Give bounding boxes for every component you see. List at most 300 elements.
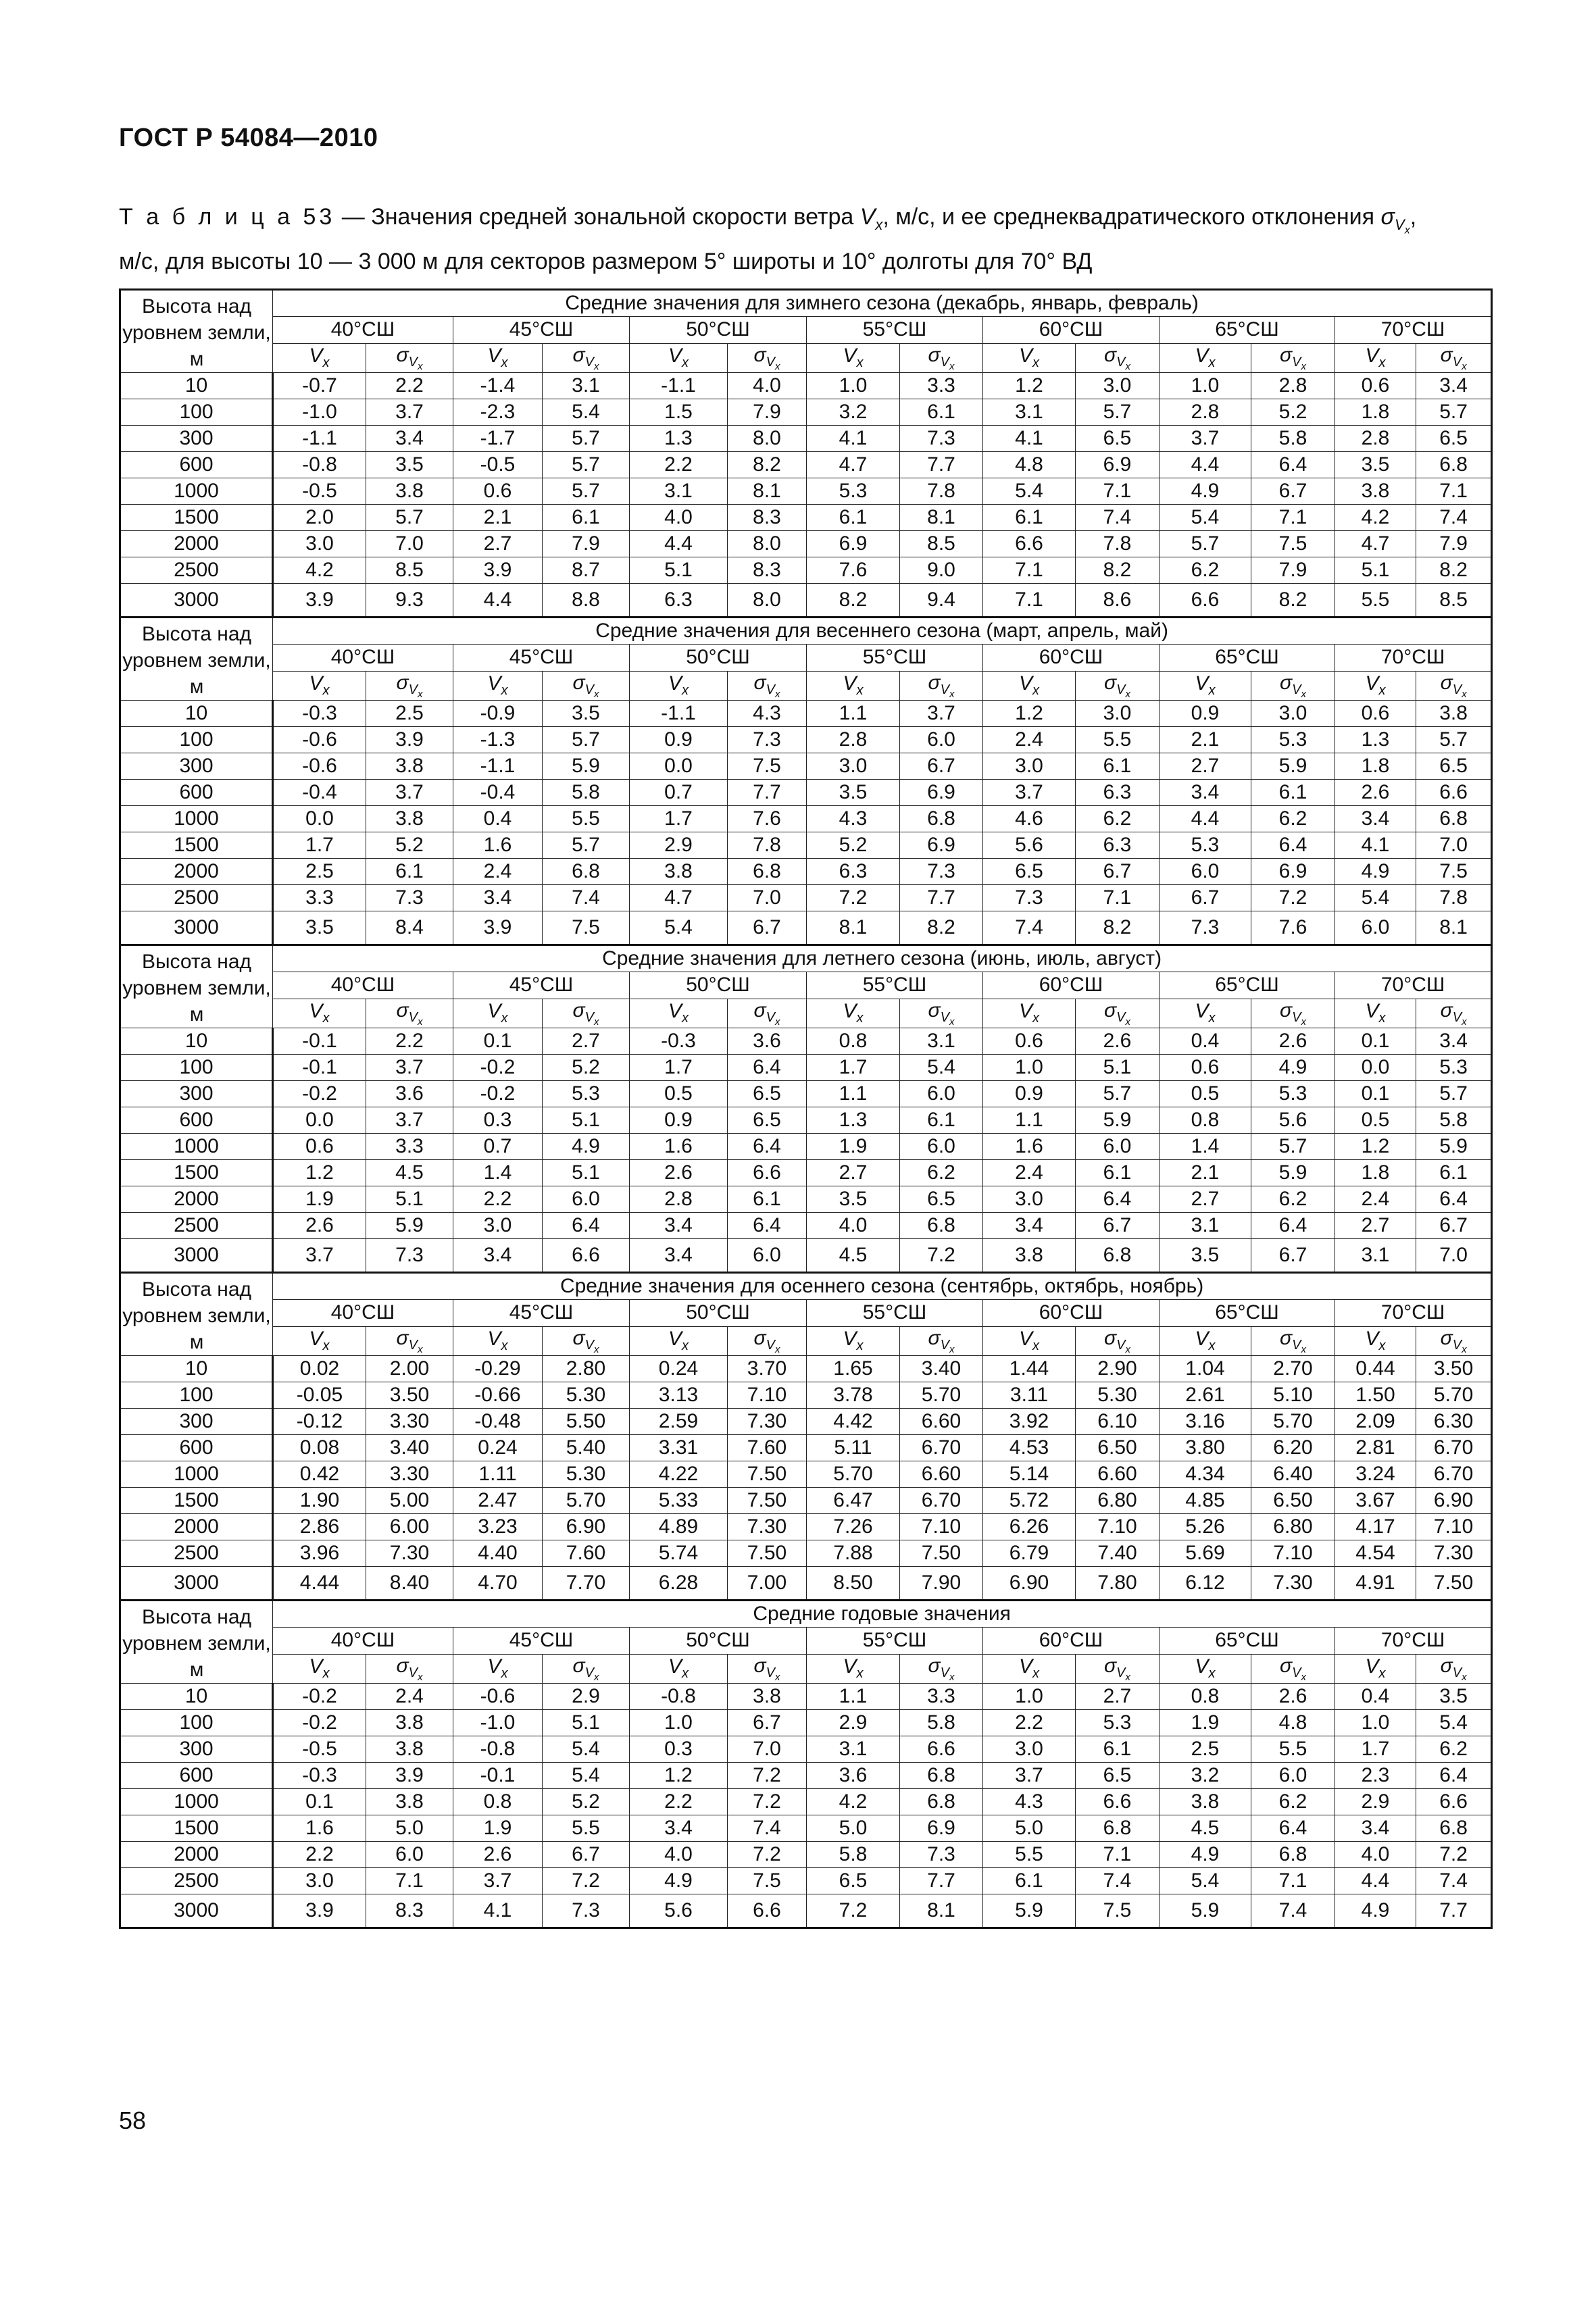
sigma-value-cell: 3.5	[543, 701, 630, 727]
sigma-value-cell: 2.6	[1251, 1684, 1335, 1710]
sigma-value-cell: 6.8	[1416, 806, 1492, 832]
table-row	[120, 1488, 1492, 1514]
sigma-header: $\sigma_{V_x}$	[900, 1326, 983, 1355]
vx-header: $V_x$	[807, 1326, 900, 1355]
sigma-value-cell: 5.8	[900, 1710, 983, 1736]
latitude-header: 60°СШ	[983, 1628, 1159, 1654]
sigma-value-cell: 2.80	[543, 1356, 630, 1382]
vx-value-cell: -1.1	[630, 701, 728, 727]
sigma-value-cell: 7.4	[543, 885, 630, 911]
sigma-value-cell: 8.4	[366, 911, 453, 945]
height-cell: 1500	[120, 1488, 273, 1514]
vx-value-cell: 2.8	[630, 1186, 728, 1213]
sigma-value-cell: 6.60	[1076, 1461, 1159, 1488]
height-cell: 300	[120, 1736, 273, 1763]
sigma-value-cell: 6.7	[1076, 859, 1159, 885]
vx-value-cell: -0.6	[453, 1684, 543, 1710]
height-cell: 2500	[120, 1213, 273, 1239]
sigma-value-cell: 5.50	[543, 1409, 630, 1435]
vx-value-cell: 7.26	[807, 1514, 900, 1540]
vx-value-cell: 4.54	[1335, 1540, 1416, 1567]
sigma-value-cell: 5.40	[543, 1435, 630, 1461]
height-cell: 100	[120, 727, 273, 753]
table-row	[120, 859, 1492, 885]
latitude-header: 45°СШ	[453, 317, 630, 343]
sigma-value-cell: 7.70	[543, 1567, 630, 1601]
sigma-value-cell: 3.0	[1251, 701, 1335, 727]
latitude-header: 50°СШ	[630, 972, 807, 999]
sigma-value-cell: 7.4	[728, 1815, 807, 1842]
caption-label: Т а б л и ц а 53	[119, 204, 336, 230]
sigma-value-cell: 6.9	[900, 832, 983, 859]
sigma-value-cell: 8.3	[366, 1894, 453, 1928]
sigma-value-cell: 7.1	[1251, 505, 1335, 531]
vx-value-cell: 1.11	[453, 1461, 543, 1488]
vx-value-cell: 1.6	[273, 1815, 366, 1842]
vx-value-cell: 3.1	[1159, 1213, 1251, 1239]
sigma-value-cell: 5.6	[1251, 1107, 1335, 1134]
sigma-value-cell: 6.50	[1251, 1488, 1335, 1514]
sigma-value-cell: 3.7	[900, 701, 983, 727]
sigma-header: $\sigma_{V_x}$	[1251, 671, 1335, 700]
table-row	[120, 1736, 1492, 1763]
sigma-value-cell: 7.9	[1416, 531, 1492, 557]
vx-value-cell: -1.1	[453, 753, 543, 780]
sigma-value-cell: 7.8	[1076, 531, 1159, 557]
latitude-header: 50°СШ	[630, 1628, 807, 1654]
sigma-value-cell: 3.8	[366, 753, 453, 780]
sigma-value-cell: 6.1	[1076, 1736, 1159, 1763]
sigma-value-cell: 5.0	[366, 1815, 453, 1842]
vx-value-cell: 6.6	[983, 531, 1076, 557]
sigma-value-cell: 6.8	[900, 1213, 983, 1239]
vx-value-cell: -1.7	[453, 426, 543, 452]
vx-value-cell: 3.5	[807, 1186, 900, 1213]
height-cell: 2000	[120, 1186, 273, 1213]
sigma-value-cell: 6.1	[900, 1107, 983, 1134]
sigma-value-cell: 8.2	[728, 452, 807, 478]
table-row	[120, 1789, 1492, 1815]
caption-text-part2: , м/с, и ее среднеквадратического отклонения	[882, 204, 1381, 230]
sigma-value-cell: 6.6	[1416, 780, 1492, 806]
vx-value-cell: 2.8	[1335, 426, 1416, 452]
sigma-value-cell: 6.5	[1076, 1763, 1159, 1789]
vx-header: $V_x$	[1159, 999, 1251, 1028]
sigma-value-cell: 7.1	[1076, 885, 1159, 911]
vx-value-cell: 1.3	[630, 426, 728, 452]
sigma-value-cell: 5.1	[543, 1160, 630, 1186]
vx-value-cell: 1.0	[983, 1055, 1076, 1081]
latitude-header: 40°СШ	[273, 645, 453, 671]
vx-value-cell: 2.6	[1335, 780, 1416, 806]
sigma-value-cell: 2.6	[1076, 1028, 1159, 1055]
vx-header: $V_x$	[273, 1654, 366, 1683]
sigma-value-cell: 7.1	[1416, 478, 1492, 505]
vx-value-cell: 3.0	[983, 1186, 1076, 1213]
table-row	[120, 1409, 1492, 1435]
vx-header: $V_x$	[807, 999, 900, 1028]
sigma-header: $\sigma_{V_x}$	[1251, 1326, 1335, 1355]
sigma-value-cell: 5.5	[1251, 1736, 1335, 1763]
sigma-value-cell: 6.2	[900, 1160, 983, 1186]
vx-value-cell: 6.2	[1159, 557, 1251, 584]
vx-value-cell: 1.7	[630, 806, 728, 832]
sigma-header: $\sigma_{V_x}$	[543, 1326, 630, 1355]
table-row	[120, 1055, 1492, 1081]
latitude-header-row	[120, 645, 1492, 671]
height-cell: 1000	[120, 1134, 273, 1160]
vx-header: $V_x$	[1335, 343, 1416, 372]
sigma-value-cell: 5.7	[1251, 1134, 1335, 1160]
vx-value-cell: 2.6	[453, 1842, 543, 1868]
sigma-value-cell: 8.2	[1251, 584, 1335, 618]
vx-value-cell: -1.1	[630, 373, 728, 399]
table-row	[120, 832, 1492, 859]
vx-value-cell: 1.6	[630, 1134, 728, 1160]
latitude-header-row	[120, 1300, 1492, 1326]
vx-value-cell: 4.4	[630, 531, 728, 557]
latitude-header: 70°СШ	[1335, 317, 1492, 343]
sigma-value-cell: 6.00	[366, 1514, 453, 1540]
symbol-header-row	[120, 343, 1492, 372]
height-cell: 100	[120, 1055, 273, 1081]
sigma-value-cell: 5.70	[1251, 1409, 1335, 1435]
vx-value-cell: 3.67	[1335, 1488, 1416, 1514]
vx-header: $V_x$	[807, 1654, 900, 1683]
sigma-value-cell: 7.3	[900, 1842, 983, 1868]
vx-value-cell: 6.5	[983, 859, 1076, 885]
vx-header: $V_x$	[1159, 343, 1251, 372]
vx-value-cell: 1.0	[1159, 373, 1251, 399]
table-row	[120, 1842, 1492, 1868]
sigma-value-cell: 6.8	[1076, 1815, 1159, 1842]
sigma-value-cell: 4.8	[1251, 1710, 1335, 1736]
sigma-value-cell: 7.3	[366, 1239, 453, 1273]
vx-value-cell: 8.1	[807, 911, 900, 945]
sigma-value-cell: 7.1	[1076, 478, 1159, 505]
vx-value-cell: 6.0	[1159, 859, 1251, 885]
vx-value-cell: 1.2	[1335, 1134, 1416, 1160]
vx-value-cell: 2.3	[1335, 1763, 1416, 1789]
sigma-value-cell: 7.4	[1416, 505, 1492, 531]
vx-value-cell: 3.2	[807, 399, 900, 426]
vx-value-cell: 5.5	[1335, 584, 1416, 618]
sigma-value-cell: 4.5	[366, 1160, 453, 1186]
vx-value-cell: -0.6	[273, 727, 366, 753]
sigma-header: $\sigma_{V_x}$	[1416, 671, 1492, 700]
sigma-value-cell: 3.7	[366, 1055, 453, 1081]
sigma-value-cell: 7.3	[900, 426, 983, 452]
document-header: ГОСТ Р 54084—2010	[119, 124, 378, 152]
latitude-header-row	[120, 972, 1492, 999]
vx-value-cell: 4.7	[807, 452, 900, 478]
vx-value-cell: 4.4	[1159, 806, 1251, 832]
vx-value-cell: 0.1	[1335, 1028, 1416, 1055]
sigma-value-cell: 7.50	[900, 1540, 983, 1567]
sigma-value-cell: 6.8	[1251, 1842, 1335, 1868]
sigma-header: $\sigma_{V_x}$	[1416, 999, 1492, 1028]
sigma-value-cell: 4.9	[1251, 1055, 1335, 1081]
sigma-value-cell: 6.1	[543, 505, 630, 531]
vx-value-cell: 5.26	[1159, 1514, 1251, 1540]
sigma-value-cell: 8.2	[1416, 557, 1492, 584]
vx-value-cell: 1.9	[273, 1186, 366, 1213]
sigma-value-cell: 6.3	[1076, 780, 1159, 806]
vx-value-cell: 7.3	[1159, 911, 1251, 945]
table-row	[120, 1894, 1492, 1928]
vx-value-cell: 4.1	[1335, 832, 1416, 859]
latitude-header: 40°СШ	[273, 317, 453, 343]
vx-value-cell: 1.2	[983, 701, 1076, 727]
sigma-header: $\sigma_{V_x}$	[728, 671, 807, 700]
vx-value-cell: 7.88	[807, 1540, 900, 1567]
vx-value-cell: 3.7	[983, 780, 1076, 806]
vx-value-cell: 3.0	[983, 1736, 1076, 1763]
vx-value-cell: 1.1	[807, 1684, 900, 1710]
sigma-value-cell: 6.20	[1251, 1435, 1335, 1461]
vx-header: $V_x$	[807, 671, 900, 700]
sigma-value-cell: 5.2	[1251, 399, 1335, 426]
vx-value-cell: 3.8	[1335, 478, 1416, 505]
table-row	[120, 531, 1492, 557]
vx-value-cell: 1.2	[273, 1160, 366, 1186]
vx-value-cell: 2.9	[630, 832, 728, 859]
sigma-value-cell: 6.5	[900, 1186, 983, 1213]
vx-value-cell: 3.1	[630, 478, 728, 505]
vx-value-cell: 5.3	[807, 478, 900, 505]
vx-value-cell: 1.4	[453, 1160, 543, 1186]
sigma-value-cell: 8.7	[543, 557, 630, 584]
latitude-header: 60°СШ	[983, 1300, 1159, 1326]
vx-value-cell: 4.6	[983, 806, 1076, 832]
vx-value-cell: 4.3	[983, 1789, 1076, 1815]
vx-value-cell: 1.9	[453, 1815, 543, 1842]
latitude-header: 65°СШ	[1159, 317, 1335, 343]
sigma-value-cell: 6.1	[1076, 753, 1159, 780]
vx-value-cell: 1.50	[1335, 1382, 1416, 1409]
sigma-value-cell: 6.4	[1416, 1186, 1492, 1213]
sigma-value-cell: 6.5	[1416, 426, 1492, 452]
vx-header: $V_x$	[983, 1654, 1076, 1683]
sigma-value-cell: 4.3	[728, 701, 807, 727]
vx-value-cell: 1.44	[983, 1356, 1076, 1382]
sigma-value-cell: 5.7	[1416, 1081, 1492, 1107]
vx-value-cell: -1.1	[273, 426, 366, 452]
sigma-value-cell: 6.7	[1076, 1213, 1159, 1239]
vx-value-cell: 3.9	[453, 557, 543, 584]
sigma-value-cell: 5.70	[543, 1488, 630, 1514]
sigma-value-cell: 6.80	[1076, 1488, 1159, 1514]
vx-value-cell: -0.2	[273, 1710, 366, 1736]
sigma-value-cell: 5.3	[543, 1081, 630, 1107]
sigma-value-cell: 7.30	[728, 1514, 807, 1540]
caption-text-line2: м/с, для высоты 10 — 3 000 м для секторов размером 5° широты и 10° долготы для 70° ВД	[119, 249, 1093, 275]
sigma-value-cell: 3.7	[366, 780, 453, 806]
latitude-header: 55°СШ	[807, 645, 983, 671]
vx-value-cell: 0.44	[1335, 1356, 1416, 1382]
vx-value-cell: 3.92	[983, 1409, 1076, 1435]
sigma-value-cell: 7.4	[1251, 1894, 1335, 1928]
vx-value-cell: 0.24	[630, 1356, 728, 1382]
vx-value-cell: 6.1	[983, 1868, 1076, 1894]
sigma-value-cell: 7.3	[728, 727, 807, 753]
vx-value-cell: 3.5	[807, 780, 900, 806]
sigma-value-cell: 5.3	[1251, 727, 1335, 753]
height-cell: 10	[120, 1684, 273, 1710]
vx-value-cell: 2.6	[630, 1160, 728, 1186]
vx-value-cell: 5.33	[630, 1488, 728, 1514]
vx-value-cell: -0.2	[453, 1055, 543, 1081]
vx-value-cell: 6.1	[983, 505, 1076, 531]
row-header-cell: Высота над уровнем земли, м	[120, 1273, 273, 1356]
sigma-header: $\sigma_{V_x}$	[366, 671, 453, 700]
block-title: Средние значения для осеннего сезона (сентябрь, октябрь, ноябрь)	[273, 1273, 1492, 1300]
vx-value-cell: 7.3	[983, 885, 1076, 911]
sigma-value-cell: 7.4	[1416, 1868, 1492, 1894]
sigma-value-cell: 6.9	[1076, 452, 1159, 478]
sigma-value-cell: 5.9	[1076, 1107, 1159, 1134]
table-row	[120, 780, 1492, 806]
vx-value-cell: 1.7	[273, 832, 366, 859]
sigma-value-cell: 7.80	[1076, 1567, 1159, 1601]
vx-value-cell: -0.1	[273, 1055, 366, 1081]
sigma-value-cell: 6.0	[900, 1081, 983, 1107]
vx-value-cell: 7.1	[983, 557, 1076, 584]
sigma-value-cell: 3.8	[366, 478, 453, 505]
sigma-value-cell: 5.7	[543, 452, 630, 478]
vx-value-cell: 1.4	[1159, 1134, 1251, 1160]
vx-value-cell: 8.50	[807, 1567, 900, 1601]
sigma-value-cell: 6.2	[1076, 806, 1159, 832]
vx-value-cell: 7.4	[983, 911, 1076, 945]
sigma-value-cell: 6.40	[1251, 1461, 1335, 1488]
sigma-value-cell: 8.2	[1076, 911, 1159, 945]
sigma-value-cell: 7.60	[543, 1540, 630, 1567]
vx-value-cell: 5.1	[1335, 557, 1416, 584]
table-row	[120, 1684, 1492, 1710]
sigma-value-cell: 6.7	[1251, 1239, 1335, 1273]
vx-value-cell: 4.44	[273, 1567, 366, 1601]
table-row	[120, 701, 1492, 727]
sigma-value-cell: 5.4	[1416, 1710, 1492, 1736]
vx-value-cell: 5.72	[983, 1488, 1076, 1514]
vx-value-cell: 0.0	[1335, 1055, 1416, 1081]
vx-value-cell: 4.1	[983, 426, 1076, 452]
vx-value-cell: 3.9	[273, 584, 366, 618]
height-cell: 2500	[120, 1868, 273, 1894]
table-row	[120, 399, 1492, 426]
vx-value-cell: 1.1	[983, 1107, 1076, 1134]
vx-value-cell: 2.1	[453, 505, 543, 531]
latitude-header: 50°СШ	[630, 1300, 807, 1326]
vx-value-cell: 0.02	[273, 1356, 366, 1382]
vx-value-cell: 0.4	[453, 806, 543, 832]
vx-value-cell: 0.5	[1335, 1107, 1416, 1134]
sigma-value-cell: 5.3	[1076, 1710, 1159, 1736]
caption-text-part1: — Значения средней зональной скорости ветра	[335, 204, 860, 230]
sigma-value-cell: 6.5	[1416, 753, 1492, 780]
vx-value-cell: 3.24	[1335, 1461, 1416, 1488]
vx-value-cell: 1.3	[1335, 727, 1416, 753]
vx-value-cell: 8.2	[807, 584, 900, 618]
vx-value-cell: 6.3	[630, 584, 728, 618]
vx-value-cell: 3.9	[273, 1894, 366, 1928]
latitude-header: 50°СШ	[630, 317, 807, 343]
sigma-value-cell: 9.4	[900, 584, 983, 618]
sigma-value-cell: 6.7	[728, 1710, 807, 1736]
vx-value-cell: -0.6	[273, 753, 366, 780]
sigma-value-cell: 7.30	[366, 1540, 453, 1567]
vx-value-cell: 3.13	[630, 1382, 728, 1409]
sigma-value-cell: 5.9	[1416, 1134, 1492, 1160]
sigma-header: $\sigma_{V_x}$	[1076, 1654, 1159, 1683]
sigma-value-cell: 7.30	[728, 1409, 807, 1435]
sigma-value-cell: 3.8	[366, 806, 453, 832]
vx-value-cell: 2.4	[983, 1160, 1076, 1186]
sigma-header: $\sigma_{V_x}$	[1251, 999, 1335, 1028]
table-row	[120, 373, 1492, 399]
vx-value-cell: 4.7	[630, 885, 728, 911]
vx-value-cell: 2.7	[807, 1160, 900, 1186]
vx-value-cell: 0.3	[630, 1736, 728, 1763]
vx-value-cell: 5.8	[807, 1842, 900, 1868]
sigma-value-cell: 5.00	[366, 1488, 453, 1514]
sigma-value-cell: 3.0	[1076, 701, 1159, 727]
vx-value-cell: 5.5	[983, 1842, 1076, 1868]
vx-value-cell: 0.6	[1335, 373, 1416, 399]
sigma-value-cell: 5.3	[1416, 1055, 1492, 1081]
vx-value-cell: 3.96	[273, 1540, 366, 1567]
vx-value-cell: 2.4	[983, 727, 1076, 753]
vx-value-cell: 2.7	[1159, 753, 1251, 780]
vx-value-cell: -0.2	[453, 1081, 543, 1107]
sigma-value-cell: 4.9	[543, 1134, 630, 1160]
vx-value-cell: 1.2	[983, 373, 1076, 399]
sigma-value-cell: 5.4	[543, 1736, 630, 1763]
sigma-value-cell: 6.4	[1251, 1213, 1335, 1239]
sigma-value-cell: 7.7	[1416, 1894, 1492, 1928]
sigma-value-cell: 8.1	[900, 1894, 983, 1928]
height-cell: 300	[120, 753, 273, 780]
vx-value-cell: 1.9	[1159, 1710, 1251, 1736]
sigma-value-cell: 3.3	[366, 1134, 453, 1160]
sigma-value-cell: 6.0	[900, 1134, 983, 1160]
height-cell: 1000	[120, 478, 273, 505]
vx-value-cell: 5.0	[807, 1815, 900, 1842]
sigma-value-cell: 6.6	[1076, 1789, 1159, 1815]
sigma-value-cell: 3.7	[366, 399, 453, 426]
sigma-value-cell: 7.2	[900, 1239, 983, 1273]
vx-value-cell: 3.4	[630, 1239, 728, 1273]
sigma-value-cell: 7.5	[728, 753, 807, 780]
vx-value-cell: 1.3	[807, 1107, 900, 1134]
vx-value-cell: 0.6	[1159, 1055, 1251, 1081]
sigma-value-cell: 5.4	[543, 1763, 630, 1789]
sigma-value-cell: 5.70	[1416, 1382, 1492, 1409]
vx-value-cell: 6.0	[1335, 911, 1416, 945]
vx-value-cell: 4.22	[630, 1461, 728, 1488]
table-row	[120, 1435, 1492, 1461]
vx-value-cell: 6.9	[807, 531, 900, 557]
vx-value-cell: 6.1	[807, 505, 900, 531]
vx-header: $V_x$	[630, 671, 728, 700]
vx-value-cell: 2.8	[807, 727, 900, 753]
vx-value-cell: -0.5	[273, 1736, 366, 1763]
caption-text-part3: ,	[1410, 204, 1417, 230]
sigma-value-cell: 7.10	[728, 1382, 807, 1409]
sigma-value-cell: 3.40	[366, 1435, 453, 1461]
vx-value-cell: 6.5	[807, 1868, 900, 1894]
